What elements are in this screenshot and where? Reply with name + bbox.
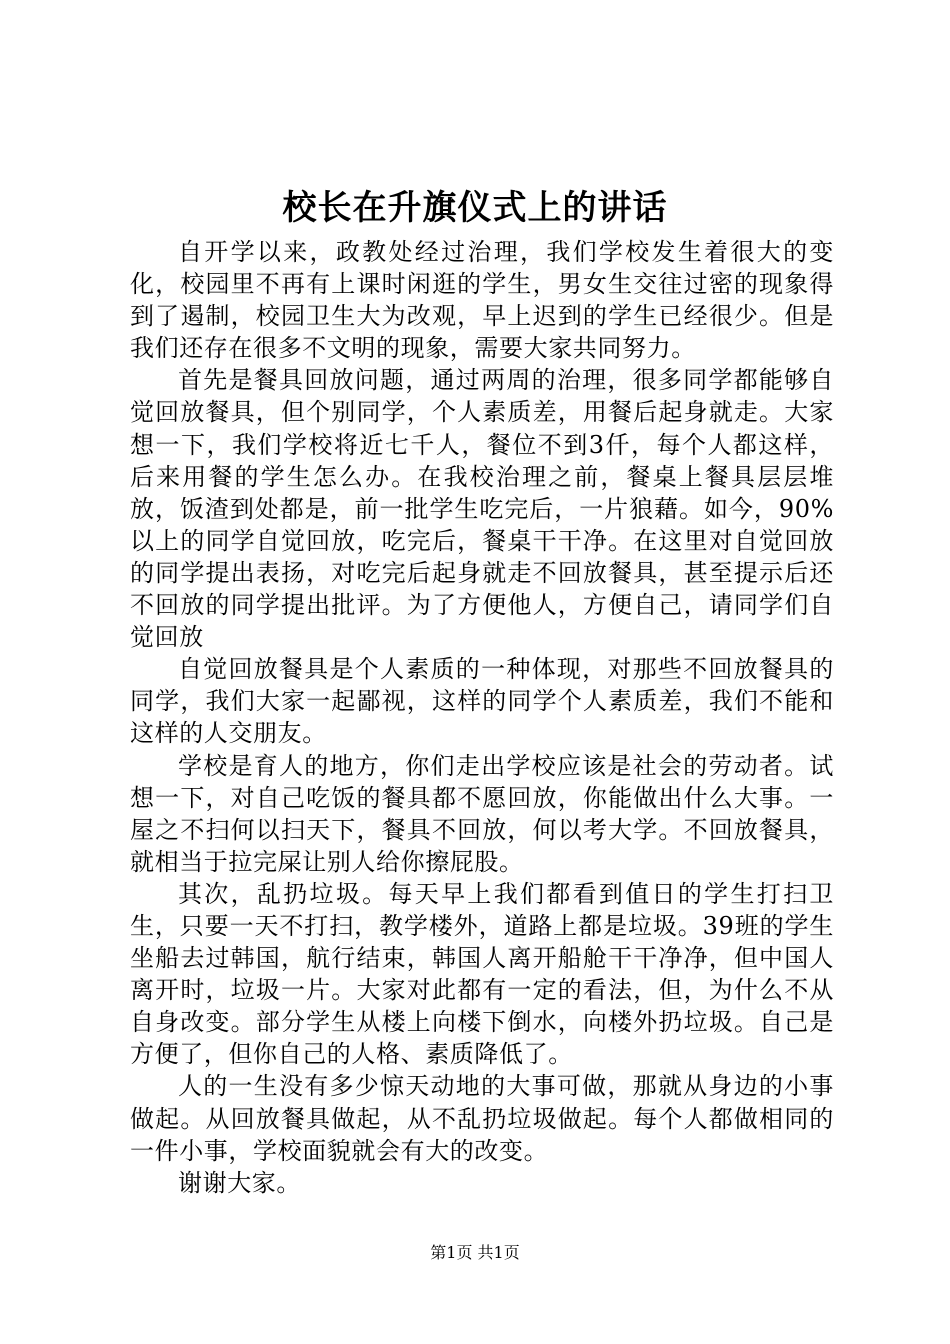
paragraph-4: 学校是育人的地方，你们走出学校应该是社会的劳动者。试想一下，对自己吃饭的餐具都不愿回放，你能做出什么大事。一屋之不扫何以扫天下，餐具不回放，何以考大学。不回放餐具，就相当于拉完屎让别人给你擦屁股。 xyxy=(130,751,834,876)
paragraph-5: 其次，乱扔垃圾。每天早上我们都看到值日的学生打扫卫生，只要一天不打扫，教学楼外，道路上都是垃圾。39班的学生坐船去过韩国，航行结束，韩国人离开船舱干干净净，但中国人离开时，垃圾一片。大家对此都有一定的看法，但，为什么不从自身改变。部分学生从楼上向楼下倒水，向楼外扔垃圾。自己是方便了，但你自己的人格、素质降低了。 xyxy=(130,879,834,1069)
document-title: 校长在升旗仪式上的讲话 xyxy=(282,188,668,228)
document-body xyxy=(130,236,834,1199)
paragraph-7: 谢谢大家。 xyxy=(178,1168,301,1197)
paragraph-6: 人的一生没有多少惊天动地的大事可做，那就从身边的小事做起。从回放餐具做起，从不乱扔垃圾做起。每个人都做相同的一件小事，学校面貌就会有大的改变。 xyxy=(130,1072,834,1165)
paragraph-3: 自觉回放餐具是个人素质的一种体现，对那些不回放餐具的同学，我们大家一起鄙视，这样的同学个人素质差，我们不能和这样的人交朋友。 xyxy=(130,655,834,748)
paragraph-1: 自开学以来，政教处经过治理，我们学校发生着很大的变化，校园里不再有上课时闲逛的学生，男女生交往过密的现象得到了遏制，校园卫生大为改观，早上迟到的学生已经很少。但是我们还存在很多不文明的现象，需要大家共同努力。 xyxy=(130,238,834,363)
paragraph-2: 首先是餐具回放问题，通过两周的治理，很多同学都能够自觉回放餐具，但个别同学，个人素质差，用餐后起身就走。大家想一下，我们学校将近七千人，餐位不到3仟，每个人都这样，后来用餐的学生怎么办。在我校治理之前，餐桌上餐具层层堆放，饭渣到处都是，前一批学生吃完后，一片狼藉。如今，90%以上的同学自觉回放，吃完后，餐桌干干净。在这里对自觉回放的同学提出表扬，对吃完后起身就走不回放餐具，甚至提示后还不回放的同学提出批评。为了方便他人，方便自己，请同学们自觉回放 xyxy=(130,366,834,652)
page-footer: 第1页 共1页 xyxy=(430,1243,520,1262)
